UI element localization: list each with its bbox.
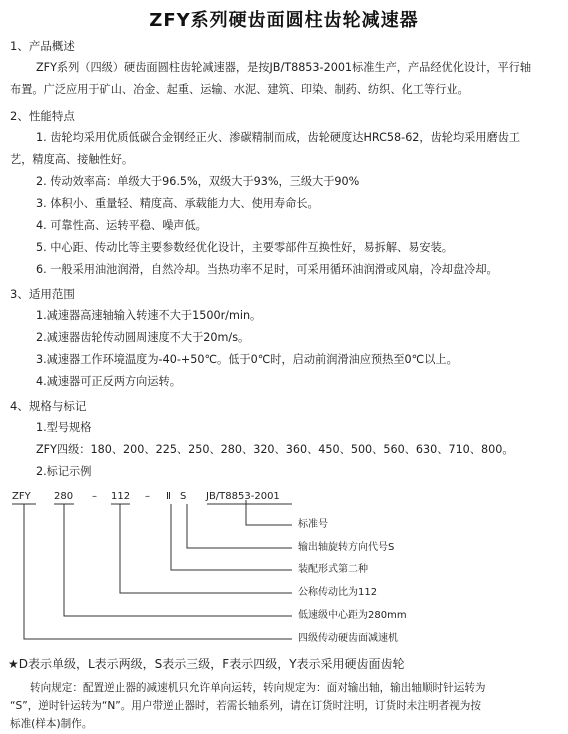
- code-standard: JB/T8853-2001: [206, 491, 280, 502]
- overview-paragraph-line2: 布置。广泛应用于矿山、冶金、起重、运输、水泥、建筑、印染、制药、纺织、化工等行业。: [10, 83, 469, 96]
- note-rotation-line2: “S”，逆时针运转为“N”。用户带逆止器时，若需长轴系列，请在订货时注明，订货时未注明者视为按: [10, 700, 481, 712]
- scope-item-4: 4.减速器可正反两方向运转。: [36, 375, 181, 388]
- feature-item-6: 6. 一般采用油池润滑，自然冷却。当热功率不足时，可采用循环油润滑或风扇，冷却盘冷却。: [36, 263, 498, 276]
- code-label-rotation: 输出轴旋转方向代号S: [298, 542, 395, 553]
- leader-standard: [246, 504, 292, 525]
- code-center-distance: 280: [54, 491, 74, 502]
- feature-item-5: 5. 中心距、传动比等主要参数经优化设计，主要零部件互换性好，易拆解、易安装。: [36, 241, 453, 254]
- spec-subheading-models: 1.型号规格: [36, 421, 92, 434]
- feature-item-1a: 1. 齿轮均采用优质低碳合金钢经正火、渗碳精制而成，齿轮硬度达HRC58-62，齿轮均采用磨齿工: [36, 131, 521, 144]
- section-heading-overview: 1、产品概述: [10, 39, 75, 53]
- spec-subheading-example: 2.标记示例: [36, 465, 92, 478]
- feature-item-4: 4. 可靠性高、运转平稳、噪声低。: [36, 219, 207, 232]
- scope-item-2: 2.减速器齿轮传动圆周速度不大于20m/s。: [36, 331, 250, 344]
- code-rotation: S: [180, 491, 187, 502]
- code-series: ZFY: [12, 491, 31, 502]
- leader-center-distance: [64, 504, 292, 616]
- overview-paragraph-line1: ZFY系列（四级）硬齿面圆柱齿轮减速器，是按JB/T8853-2001标准生产，产品经优化设计，平行轴: [36, 61, 532, 74]
- scope-item-1: 1.减速器高速轴输入转速不大于1500r/min。: [36, 309, 262, 322]
- note-rotation-line3: 标准(样本)制作。: [10, 718, 93, 730]
- scope-item-3: 3.减速器工作环境温度为-40-+50℃。低于0℃时，启动前润滑油应预热至0℃以上。: [36, 353, 458, 366]
- section-heading-scope: 3、适用范围: [10, 287, 75, 301]
- section-heading-features: 2、性能特点: [10, 109, 75, 123]
- feature-item-3: 3. 体积小、重量轻、精度高、承载能力大、使用寿命长。: [36, 197, 319, 210]
- code-dash-2: –: [145, 491, 150, 502]
- code-label-center-distance: 低速级中心距为280mm: [298, 610, 407, 621]
- note-rotation-line1: 转向规定：配置逆止器的减速机只允许单向运转，转向规定为：面对输出轴，输出轴顺时针运转为: [30, 682, 486, 694]
- code-label-ratio: 公称传动比为112: [298, 587, 378, 598]
- spec-models-list: ZFY四级：180、200、225、250、280、320、360、450、500、560、630、710、800。: [36, 443, 514, 456]
- leader-assembly: [171, 504, 292, 570]
- code-label-assembly: 装配形式第二种: [298, 564, 368, 575]
- page-title: ZFY系列硬齿面圆柱齿轮减速器: [149, 10, 419, 31]
- code-dash-1: –: [92, 491, 97, 502]
- feature-item-1b: 艺，精度高、接触性好。: [10, 153, 134, 166]
- code-ratio: 112: [111, 491, 131, 502]
- code-label-standard: 标准号: [298, 519, 328, 530]
- code-assembly: Ⅱ: [166, 491, 171, 502]
- note-star: ★D表示单级，L表示两级，S表示三级，F表示四级，Y表示采用硬齿面齿轮: [8, 657, 405, 671]
- leader-rotation: [187, 504, 292, 548]
- feature-item-2: 2. 传动效率高：单级大于96.5%，双级大于93%，三级大于90%: [36, 175, 360, 188]
- section-heading-spec: 4、规格与标记: [10, 399, 87, 413]
- code-label-series: 四级传动硬齿面减速机: [298, 633, 398, 644]
